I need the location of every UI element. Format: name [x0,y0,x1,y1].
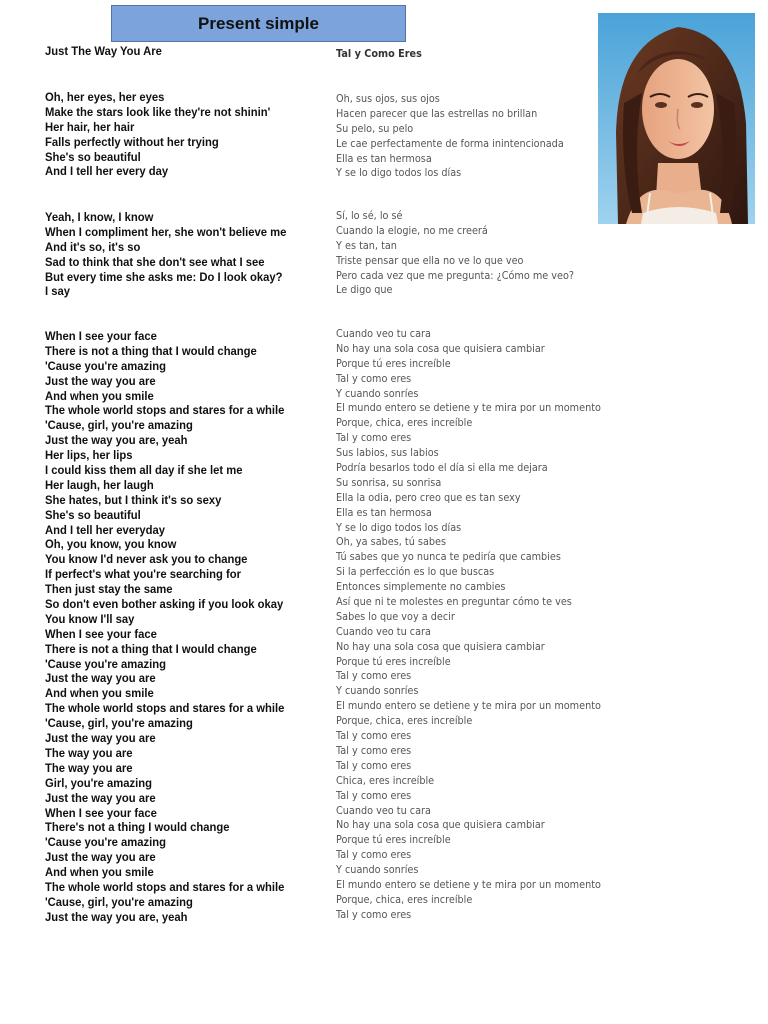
english-lyric-line: Sad to think that she don't see what I see [45,255,265,269]
english-lyric-line: There is not a thing that I would change [45,642,257,656]
english-lyric-line: If perfect's what you're searching for [45,568,241,582]
spanish-lyric-line: Porque tú eres increíble [336,833,451,847]
english-lyric-line: When I compliment her, she won't believe me [45,225,287,239]
english-lyric-line: 'Cause, girl, you're amazing [45,717,193,731]
spanish-lyric-line: Y se lo digo todos los días [336,520,462,534]
english-lyric-line: Make the stars look like they're not shinin' [45,105,271,119]
spanish-lyric-line: Cuando la elogie, no me creerá [336,223,488,237]
spanish-lyric-line: Entonces simplemente no cambies [336,580,506,594]
spanish-lyric-line: No hay una sola cosa que quisiera cambiar [336,341,545,355]
english-lyric-line: When I see your face [45,806,157,820]
english-lyric-line: And I tell her everyday [45,523,166,537]
english-lyric-line: When I see your face [45,330,157,343]
spanish-lyric-line: Porque, chica, eres increíble [336,714,473,728]
spanish-chorus [336,327,601,923]
english-lyric-line: You know I'll say [45,612,135,626]
spanish-lyric-line: Sabes lo que voy a decir [336,609,455,623]
english-lyric-line: She's so beautiful [45,150,141,164]
english-lyric-line: Then just stay the same [45,583,173,597]
english-lyric-line: Just the way you are [45,732,156,746]
spanish-lyric-line: Tal y como eres [336,431,412,445]
spanish-lyric-line: Cuando veo tu cara [336,327,431,340]
spanish-lyric-line: El mundo entero se detiene y te mira por un momento [336,699,601,713]
portrait-image [598,13,755,224]
spanish-lyric-line: Ella es tan hermosa [336,505,432,519]
english-lyric-line: So don't even bother asking if you look okay [45,598,284,612]
banner-title: Present simple [198,13,319,33]
english-lyric-line: When I see your face [45,627,157,641]
spanish-lyric-line: No hay una sola cosa que quisiera cambiar [336,639,545,653]
spanish-lyric-line: Porque tú eres increíble [336,356,451,370]
english-lyric-line: And I tell her every day [45,165,169,179]
spanish-lyric-line: Tal y como eres [336,371,412,385]
spanish-lyric-line: Cuando veo tu cara [336,803,431,817]
english-lyric-line: The whole world stops and stares for a while [45,404,285,418]
spanish-lyric-line: Sí, lo sé, lo sé [336,209,403,222]
english-lyric-line: Oh, you know, you know [45,538,177,552]
english-chorus [45,330,284,926]
spanish-lyric-line: Tal y como eres [336,907,412,921]
spanish-lyric-line: No hay una sola cosa que quisiera cambiar [336,818,545,832]
spanish-lyric-line: Oh, ya sabes, tú sabes [336,535,447,549]
english-lyric-line: She hates, but I think it's so sexy [45,493,222,507]
english-lyric-line: 'Cause, girl, you're amazing [45,895,193,909]
english-lyric-line: Just the way you are [45,851,156,865]
spanish-lyric-line: Triste pensar que ella no ve lo que veo [336,253,524,267]
english-lyric-line: You know I'd never ask you to change [45,553,248,567]
spanish-lyric-line: Porque, chica, eres increíble [336,416,473,430]
spanish-lyric-line: Ella la odia, pero creo que es tan sexy [336,490,521,504]
english-lyric-line: I say [45,285,71,299]
spanish-lyric-line: Oh, sus ojos, sus ojos [336,92,440,105]
english-lyric-line: Just the way you are, yeah [45,910,188,924]
english-lyric-line: Her hair, her hair [45,120,135,134]
spanish-lyric-line: Chica, eres increíble [336,773,435,787]
english-lyric-line: The whole world stops and stares for a while [45,702,285,716]
spanish-lyric-line: Su pelo, su pelo [336,121,414,135]
spanish-lyric-line: Y cuando sonríes [336,386,419,400]
english-song-title [45,45,162,60]
english-lyric-line: Yeah, I know, I know [45,211,154,224]
spanish-lyric-line: Tal y como eres [336,788,412,802]
spanish-lyric-line: Sus labios, sus labios [336,446,439,460]
english-lyric-line: Just the way you are [45,791,156,805]
english-lyric-line: There is not a thing that I would change [45,344,257,358]
spanish-lyric-line: Tú sabes que yo nunca te pediría que cambies [336,550,561,564]
spanish-lyric-line: Le digo que [336,283,393,297]
english-lyric-line: I could kiss them all day if she let me [45,464,243,478]
spanish-lyric-line: Tal y como eres [336,758,412,772]
english-lyric-line: And it's so, it's so [45,240,141,254]
english-lyric-line: The whole world stops and stares for a while [45,880,285,894]
spanish-lyric-line: Porque tú eres increíble [336,654,451,668]
spanish-lyric-line: Tal y como eres [336,669,412,683]
spanish-lyric-line: Ella es tan hermosa [336,151,432,165]
english-lyric-line: 'Cause you're amazing [45,359,166,373]
english-lyric-line: Just the way you are [45,672,156,686]
english-verse-2 [45,211,286,300]
english-lyric-line: And when you smile [45,866,154,880]
spanish-verse-1 [336,92,564,181]
spanish-lyric-line: Podría besarlos todo el día si ella me dejara [336,461,548,475]
spanish-lyric-line: Así que ni te molestes en preguntar cómo te ves [336,595,572,609]
spanish-lyric-line: Le cae perfectamente de forma inintencionada [336,136,564,150]
english-lyric-line: Her lips, her lips [45,449,133,463]
spanish-lyric-line: El mundo entero se detiene y te mira por un momento [336,401,601,415]
english-title-text: Just The Way You Are [45,45,162,58]
spanish-lyric-line: Y es tan, tan [336,238,397,252]
spanish-lyric-line: Y se lo digo todos los días [336,166,462,180]
spanish-title-text: Tal y Como Eres [336,47,422,60]
spanish-lyric-line: Si la perfección es lo que buscas [336,565,495,579]
english-lyric-line: There's not a thing I would change [45,821,230,835]
spanish-lyric-line: Pero cada vez que me pregunta: ¿Cómo me veo? [336,268,575,282]
spanish-lyric-line: Porque, chica, eres increíble [336,892,473,906]
english-lyric-line: Just the way you are [45,374,156,388]
english-lyric-line: The way you are [45,761,133,775]
spanish-lyric-line: Tal y como eres [336,743,412,757]
english-lyric-line: And when you smile [45,389,154,403]
spanish-lyric-line: Cuando veo tu cara [336,624,431,638]
english-lyric-line: 'Cause you're amazing [45,836,166,850]
english-lyric-line: 'Cause, girl, you're amazing [45,419,193,433]
english-lyric-line: And when you smile [45,687,154,701]
english-verse-1 [45,91,270,180]
spanish-lyric-line: Su sonrisa, su sonrisa [336,475,442,489]
english-lyric-line: Girl, you're amazing [45,776,153,790]
english-lyric-line: Her laugh, her laugh [45,478,154,492]
english-lyric-line: But every time she asks me: Do I look okay? [45,270,283,284]
english-lyric-line: The way you are [45,746,133,760]
spanish-lyric-line: Y cuando sonríes [336,863,419,877]
spanish-lyric-line: Hacen parecer que las estrellas no brillan [336,106,538,120]
english-lyric-line: Oh, her eyes, her eyes [45,91,165,104]
english-lyric-line: 'Cause you're amazing [45,657,166,671]
title-banner [111,5,406,42]
spanish-lyric-line: El mundo entero se detiene y te mira por un momento [336,877,601,891]
spanish-lyric-line: Tal y como eres [336,729,412,743]
english-lyric-line: She's so beautiful [45,508,141,522]
english-lyric-line: Just the way you are, yeah [45,434,188,448]
english-lyric-line: Falls perfectly without her trying [45,135,219,149]
spanish-song-title [336,47,422,62]
spanish-lyric-line: Tal y como eres [336,848,412,862]
spanish-lyric-line: Y cuando sonríes [336,684,419,698]
spanish-verse-2 [336,209,574,298]
